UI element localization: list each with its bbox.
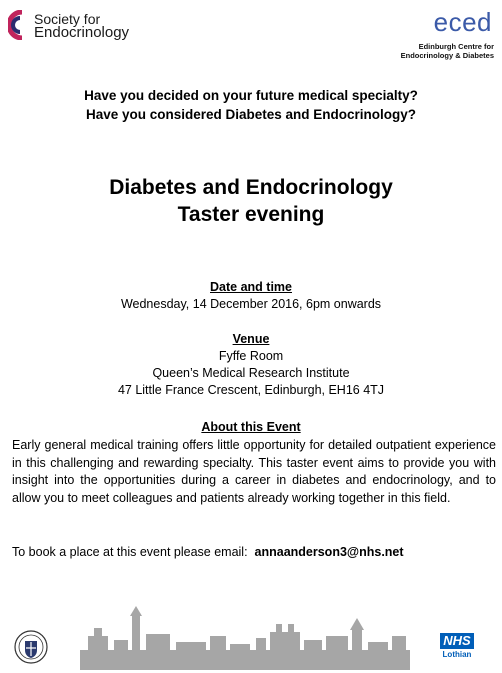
date-heading: Date and time — [210, 280, 292, 294]
question-2: Have you considered Diabetes and Endocrinology? — [85, 107, 417, 122]
sfe-line1: Society for — [34, 11, 101, 27]
nhs-lothian-logo — [434, 632, 480, 660]
title-line2: Taster evening — [177, 203, 325, 226]
event-title — [0, 174, 502, 228]
venue-section — [0, 331, 502, 399]
question-1: Have you decided on your future medical specialty? — [84, 88, 418, 103]
venue-heading: Venue — [232, 332, 270, 346]
university-crest-icon — [14, 630, 48, 664]
booking-email-link[interactable]: annaanderson3@nhs.net — [254, 545, 404, 559]
booking-line — [12, 545, 404, 559]
nhs-wordmark: NHS — [440, 633, 473, 649]
venue-line2: Queen’s Medical Research Institute — [152, 366, 350, 380]
edinburgh-skyline-icon — [80, 606, 410, 670]
sfe-mark-icon — [8, 10, 32, 40]
date-value: Wednesday, 14 December 2016, 6pm onwards — [120, 297, 382, 311]
date-section — [0, 279, 502, 313]
intro-questions — [0, 86, 502, 124]
about-body: Early general medical training offers little opportunity for detailed outpatient experience in this challenging and rewarding specialty. This taster event aims to provide you with insight into the opportunities during a career in diabetes and endocrinology, and to allow you to meet colleagues and patients already working together in this field. — [12, 438, 496, 505]
venue-line3: 47 Little France Crescent, Edinburgh, EH16 4TJ — [117, 383, 385, 397]
title-line1: Diabetes and Endocrinology — [109, 176, 393, 199]
booking-text: To book a place at this event please email: — [12, 545, 255, 559]
venue-line1: Fyffe Room — [218, 349, 284, 363]
eced-sub-line2: Endocrinology & Diabetes — [400, 51, 494, 60]
eced-sub-line1: Edinburgh Centre for — [418, 42, 494, 51]
eced-wordmark: eced — [433, 7, 492, 37]
eced-logo — [366, 8, 496, 60]
sfe-line2: Endocrinology — [34, 24, 130, 41]
society-for-endocrinology-logo — [8, 8, 138, 48]
nhs-sub: Lothian — [442, 650, 472, 659]
about-heading: About this Event — [201, 420, 301, 434]
